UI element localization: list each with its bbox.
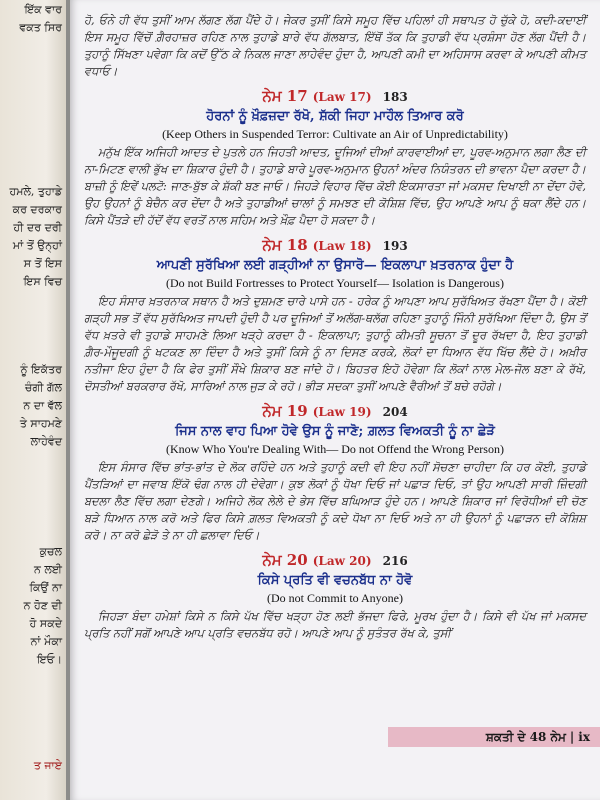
law-17-title-punjabi: ਹੋਰਨਾਂ ਨੂੰ ਖ਼ੌਫ਼ਜ਼ਦਾ ਰੱਖੋ, ਸ਼ੱਕੀ ਜਿਹਾ ਮਾਹੌਲ ਤਿਆਰ ਕਰੋ xyxy=(206,109,464,124)
law-20-body: ਜਿਹੜਾ ਬੰਦਾ ਹਮੇਸ਼ਾਂ ਕਿਸੇ ਨ ਕਿਸੇ ਪੱਖ ਵਿੱਚ ਖੜ੍ਹਾ ਹੋਣ ਲਈ ਭੱਜਦਾ ਫਿਰੇ, ਮੂਰਖ ਹੁੰਦਾ ਹੈ। ਕਿਸੇ ਵੀ ਪੱਖ ਜਾਂ ਮਕਸਦ ਪ੍ਰਤਿ ਨਹੀਂ ਸਗੋਂ ਆਪਣੇ ਆਪ ਪ੍ਰਤਿ ਵਚਨਬੱਧ ਰਹੋ। ਆਪਣੇ ਆਪ ਨੂੰ ਸੁਤੰਤਰ ਰੱਖ ਕੇ, ਤੁਸੀਂ xyxy=(84,609,586,640)
left-page-text-fragment: ਇੱਕ ਵਾਰ xyxy=(24,3,62,16)
left-page-text-fragment: ਇਸ ਵਿਚ xyxy=(23,275,62,288)
law-label-english: (Law 19) xyxy=(312,405,372,419)
law-label-english: (Law 20) xyxy=(312,554,372,568)
book-page xyxy=(70,0,600,800)
law-label-punjabi: ਨੇਮ 19 xyxy=(262,402,308,420)
intro-paragraph: ਹੋ, ਓਨੇ ਹੀ ਵੱਧ ਤੁਸੀਂ ਆਮ ਲੱਗਣ ਲੱਗ ਪੈਂਦੇ ਹੋ। ਜੇਕਰ ਤੁਸੀਂ ਕਿਸੇ ਸਮੂਹ ਵਿੱਚ ਪਹਿਲਾਂ ਹੀ ਸਥਾਪਤ ਹੋ ਚੁੱਕੇ ਹੋ, ਕਦੀ-ਕਦਾਈਂ ਇਸ ਸਮੂਹ ਵਿੱਚੋਂ ਗ਼ੈਰਹਾਜ਼ਰ ਰਹਿਣ ਨਾਲ ਤੁਹਾਡੇ ਬਾਰੇ ਵੱਧ ਗੱਲਬਾਤ, ਇੱਥੋਂ ਤੱਕ ਕਿ ਤੁਹਾਡੀ ਵੱਧ ਪ੍ਰਸ਼ੰਸਾ ਹੋਣ ਲੱਗ ਪੈਂਦੀ ਹੈ। ਤੁਹਾਨੂੰ ਸਿੱਖਣਾ ਪਵੇਗਾ ਕਿ ਕਦੋਂ ਉੱਠ ਕੇ ਨਿਕਲ ਜਾਣਾ ਲਾਹੇਵੰਦ ਹੁੰਦਾ ਹੈ, ਆਪਣੀ ਕਮੀ ਦਾ ਅਹਿਸਾਸ ਕਰਵਾ ਕੇ ਆਪਣੀ ਕੀਮਤ ਵਧਾਓ। xyxy=(84,13,586,78)
law-20-title-punjabi: ਕਿਸੇ ਪ੍ਰਤਿ ਵੀ ਵਚਨਬੱਧ ਨਾ ਹੋਵੋ xyxy=(257,573,413,588)
left-page-text-fragment: ਸ ਤੋਂ ਇਸ xyxy=(23,257,62,270)
law-19-title-english: (Know Who You're Dealing With— Do not Offend the Wrong Person) xyxy=(166,442,504,456)
footer-book-title: ਸ਼ਕਤੀ ਦੇ 48 ਨੇਮ xyxy=(485,729,566,744)
adjacent-left-page xyxy=(0,0,66,800)
left-page-text-fragment: ਕਰ ਦਰਕਾਰ xyxy=(12,203,62,216)
law-17-title-english: (Keep Others in Suspended Terror: Cultivate an Air of Unpredictability) xyxy=(162,127,508,141)
law-17-body: ਮਨੁੱਖ ਇੱਕ ਅਜਿਹੀ ਆਦਤ ਦੇ ਪੁਤਲੇ ਹਨ ਜਿਹਤੀ ਆਦਤ, ਦੂਜਿਆਂ ਦੀਆਂ ਕਾਰਵਾਈਆਂ ਦਾ, ਪੂਰਵ-ਅਨੁਮਾਨ ਲਗਾ ਲੈਣ ਦੀ ਨਾ-ਮਿਟਣ ਵਾਲੀ ਭੁੱਖ ਦਾ ਸ਼ਿਕਾਰ ਹੁੰਦੀ ਹੈ। ਤੁਹਾਡੇ ਬਾਰੇ ਪੂਰਵ-ਅਨੁਮਾਨ ਉਹਨਾਂ ਅੰਦਰ ਨਿਯੰਤਰਨ ਦੀ ਭਾਵਨਾ ਪੈਦਾ ਕਰਦਾ ਹੈ। ਬਾਜ਼ੀ ਨੂੰ ਇਵੇਂ ਪਲਟੋ: ਜਾਣ-ਬੁੱਝ ਕੇ ਸ਼ੱਕੀ ਬਣ ਜਾਓ। ਜਿਹੜੇ ਵਿਹਾਰ ਵਿੱਚ ਕੋਈ ਇਕਸਾਰਤਾ ਜਾਂ ਮਕਸਦ ਦਿਖਾਈ ਨਾ ਦੇਂਦਾ ਹੋਵੇ, ਉਹ ਉਹਨਾਂ ਨੂੰ ਬੇਚੈਨ ਕਰ ਦੇਂਦਾ ਹੈ ਅਤੇ ਤੁਹਾਡੀਆਂ ਚਾਲਾਂ ਨੂੰ ਸਮਝਣ ਦੀ ਕੋਸ਼ਿਸ਼ ਵਿੱਚ, ਉਹ ਆਪਣੇ ਆਪ ਨੂੰ ਥਕਾ ਲੈਂਦੇ ਹਨ। ਕਿਸੇ ਪੈਂਤੜੇ ਦੀ ਹੱਦੋਂ ਵੱਧ ਵਰਤੋਂ ਨਾਲ ਸਹਿਮ ਅਤੇ ਖ਼ੌਫ਼ ਪੈਦਾ ਹੋ ਸਕਦਾ ਹੈ। xyxy=(84,145,586,227)
left-page-text-fragment: ਹਮਲੇ, ਤੁਹਾਡੇ xyxy=(9,185,62,198)
left-page-text-fragment: ਲਾਹੇਵੰਦ xyxy=(30,435,62,448)
left-page-text-fragment: ਹੋ ਸਕਦੇ xyxy=(29,617,62,630)
law-18-body: ਇਹ ਸੰਸਾਰ ਖ਼ਤਰਨਾਕ ਸਥਾਨ ਹੈ ਅਤੇ ਦੁਸ਼ਮਣ ਚਾਰੇ ਪਾਸੇ ਹਨ - ਹਰੇਕ ਨੂੰ ਆਪਣਾ ਆਪ ਸੁਰੱਖਿਅਤ ਰੱਖਣਾ ਪੈਂਦਾ ਹੈ। ਕੋਈ ਗੜ੍ਹੀ ਸਭ ਤੋਂ ਵੱਧ ਸੁਰੱਖਿਅਤ ਜਾਪਦੀ ਹੁੰਦੀ ਹੈ ਪਰ ਦੂਜਿਆਂ ਤੋਂ ਅਲੱਗ-ਥਲੱਗ ਰਹਿਣਾ ਤੁਹਾਨੂੰ ਜਿੰਨੀ ਸੁਰੱਖਿਆ ਦਿੰਦਾ ਹੈ, ਉਸ ਤੋਂ ਵੱਧ ਖ਼ਤਰੇ ਵੀ ਤੁਹਾਡੇ ਸਾਹਮਣੇ ਲਿਆ ਖੜ੍ਹੇ ਕਰਦਾ ਹੈ - ਇਕਲਾਪਾ; ਤੁਹਾਨੂੰ ਕੀਮਤੀ ਸੂਚਨਾ ਤੋਂ ਦੂਰ ਰੱਖਦਾ ਹੈ, ਇਹ ਤੁਹਾਡੀ ਗ਼ੈਰ-ਮੌਜੂਦਗੀ ਨੂੰ ਖਟਕਣ ਲਾ ਦਿੰਦਾ ਹੈ ਅਤੇ ਤੁਸੀਂ ਕਿਸੇ ਨੂੰ ਨਾ ਦਿਸਣ ਕਰਕੇ, ਲੋਕਾਂ ਦਾ ਧਿਆਨ ਵੱਧ ਖਿੱਚ ਲੈਂਦੇ ਹੋ। ਅਖ਼ੀਰ ਨਤੀਜਾ ਇਹ ਹੁੰਦਾ ਹੈ ਕਿ ਫੇਰ ਤੁਸੀਂ ਸੌਖੇ ਸ਼ਿਕਾਰ ਬਣ ਜਾਂਦੇ ਹੋ। ਬਿਹਤਰ ਇਹੋ ਹੋਵੇਗਾ ਕਿ ਲੋਕਾਂ ਨਾਲ ਮੇਲ-ਜੋਲ ਬਣਾ ਕੇ ਰੱਖੋ, ਦੋਸਤੀਆਂ ਬਰਕਰਾਰ ਰੱਖੋ, ਸਾਰਿਆਂ ਨਾਲ ਜੁੜ ਕੇ ਰਹੋ। ਭੀੜ ਸਦਕਾ ਤੁਸੀਂ ਆਪਣੇ ਵੈਰੀਆਂ ਤੋਂ ਬਚੇ ਰਹੋਗੇ। xyxy=(84,294,586,393)
left-page-text-fragment: ਇਓ। xyxy=(37,653,62,666)
left-page-text-fragment: ਕਿਉਂ ਨਾ xyxy=(29,581,62,594)
law-label-english: (Law 18) xyxy=(312,239,372,253)
left-page-text-fragment: ਵਕਤ ਸਿਰ xyxy=(19,21,62,34)
law-19-title-punjabi: ਜਿਸ ਨਾਲ ਵਾਹ ਪਿਆ ਹੋਵੇ ਉਸ ਨੂੰ ਜਾਣੋ; ਗ਼ਲਤ ਵਿਅਕਤੀ ਨੂੰ ਨਾ ਛੇੜੋ xyxy=(175,424,495,439)
left-page-text-fragment: ਨਾਂ ਮੌਕਾ xyxy=(30,635,62,648)
left-page-text-fragment: ਤੇ ਸਾਹਮਣੇ xyxy=(19,417,62,430)
law-17-heading xyxy=(84,86,586,107)
footer-separator: | xyxy=(569,730,575,744)
law-20-heading xyxy=(84,550,586,571)
running-footer xyxy=(388,727,600,747)
law-label-english: (Law 17) xyxy=(312,90,372,104)
left-page-text-fragment: ਹੀ ਦਰ ਦਰੀ xyxy=(13,221,62,234)
left-page-text-fragment: ਚੰਗੀ ਗੱਲ xyxy=(25,381,62,394)
law-18-heading xyxy=(84,235,586,256)
law-page-number: 193 xyxy=(382,239,408,253)
left-page-text-fragment: ਮਾਂ ਤੋਂ ਉਨ੍ਹਾਂ xyxy=(12,239,62,252)
left-page-text-fragment: ਕੁਚਲ xyxy=(39,545,62,558)
law-18-title-english: (Do not Build Fortresses to Protect Yourself— Isolation is Dangerous) xyxy=(166,276,504,290)
left-page-text-fragment: ਨ ਦਾ ਵੱਲ xyxy=(23,399,62,412)
law-18-title-punjabi: ਆਪਣੀ ਸੁਰੱਖਿਆ ਲਈ ਗੜ੍ਹੀਆਂ ਨਾ ਉਸਾਰੋ— ਇਕਲਾਪਾ ਖ਼ਤਰਨਾਕ ਹੁੰਦਾ ਹੈ xyxy=(156,258,514,273)
law-label-punjabi: ਨੇਮ 18 xyxy=(262,236,308,254)
law-20-title-english: (Do not Commit to Anyone) xyxy=(267,591,403,605)
left-page-text-fragment: ਨੂੰ ਇਕੱਤਰ xyxy=(20,363,62,376)
law-19-body: ਇਸ ਸੰਸਾਰ ਵਿੱਚ ਭਾਂਤ-ਭਾਂਤ ਦੇ ਲੋਕ ਰਹਿੰਦੇ ਹਨ ਅਤੇ ਤੁਹਾਨੂੰ ਕਦੀ ਵੀ ਇਹ ਨਹੀਂ ਸੋਚਣਾ ਚਾਹੀਦਾ ਕਿ ਹਰ ਕੋਈ, ਤੁਹਾਡੇ ਪੈਂਤੜਿਆਂ ਦਾ ਜਵਾਬ ਇੱਕੋ ਢੰਗ ਨਾਲ ਹੀ ਦੇਵੇਗਾ। ਕੁਝ ਲੋਕਾਂ ਨੂੰ ਧੋਖਾ ਦਿਓ ਜਾਂ ਪਛਾੜ ਦਿਓ, ਤਾਂ ਉਹ ਆਪਣੀ ਸਾਰੀ ਜ਼ਿੰਦਗੀ ਬਦਲਾ ਲੈਣ ਵਿੱਚ ਲਗਾ ਦੇਣਗੇ। ਅਜਿਹੇ ਲੋਕ ਲੇਲੇ ਦੇ ਭੇਸ ਵਿੱਚ ਬਘਿਆੜ ਹੁੰਦੇ ਹਨ। ਆਪਣੇ ਸ਼ਿਕਾਰ ਜਾਂ ਵਿਰੋਧੀਆਂ ਦੀ ਚੋਣ ਬੜੇ ਧਿਆਨ ਨਾਲ ਕਰੋ ਅਤੇ ਫਿਰ ਕਿਸੇ ਗ਼ਲਤ ਵਿਅਕਤੀ ਨੂੰ ਕਦੇ ਧੋਖਾ ਨਾ ਦਿਓ ਅਤੇ ਨਾ ਹੀ ਉਹਨਾਂ ਨੂੰ ਪਛਾੜਨ ਦੀ ਕੋਸ਼ਿਸ਼ ਕਰੋ। ਨਾ ਕਰੋ ਛੇੜੋ ਤੇ ਨਾ ਹੀ ਛਲਾਵਾ ਦਿਓ। xyxy=(84,460,586,542)
law-page-number: 204 xyxy=(382,405,408,419)
left-page-text-fragment: ਨ ਹੋਣ ਦੀ xyxy=(23,599,62,612)
left-page-text-fragment: ਤ ਜਾਏ xyxy=(33,759,62,772)
left-page-text-fragment: ਨ ਲਈ xyxy=(33,563,62,576)
page-content xyxy=(84,12,586,642)
law-page-number: 216 xyxy=(382,554,408,568)
law-page-number: 183 xyxy=(382,90,408,104)
footer-page-number: ix xyxy=(578,730,590,744)
law-19-heading xyxy=(84,401,586,422)
law-label-punjabi: ਨੇਮ 20 xyxy=(262,551,308,569)
law-label-punjabi: ਨੇਮ 17 xyxy=(262,87,308,105)
